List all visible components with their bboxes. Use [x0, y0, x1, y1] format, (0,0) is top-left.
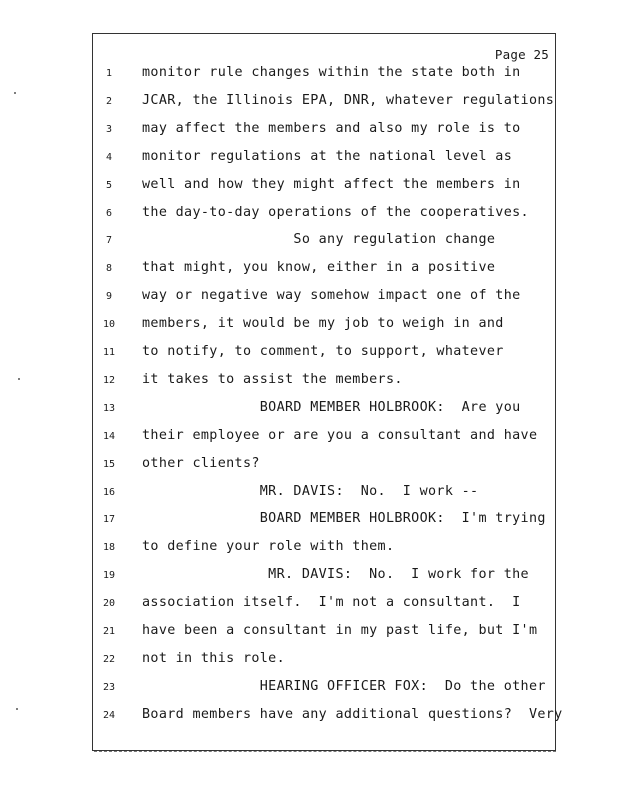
- line-number: 12: [102, 374, 116, 386]
- transcript-line: [93, 93, 555, 113]
- line-text: well and how they might affect the members in: [142, 176, 521, 192]
- line-text: to define your role with them.: [142, 539, 395, 555]
- line-number: 20: [102, 598, 116, 610]
- line-text: So any regulation change: [142, 232, 496, 248]
- transcript-line: [93, 121, 555, 141]
- line-number: 17: [102, 514, 116, 526]
- transcript-line: [93, 567, 555, 587]
- line-text: BOARD MEMBER HOLBROOK: Are you: [142, 399, 521, 415]
- transcript-line: [93, 205, 555, 225]
- transcript-line: [93, 316, 555, 336]
- line-text: JCAR, the Illinois EPA, DNR, whatever regulations: [142, 92, 555, 108]
- transcript-line: [93, 232, 555, 252]
- line-text: Board members have any additional questions? Very: [142, 706, 563, 722]
- line-number: 9: [105, 291, 113, 303]
- line-number: 1: [105, 68, 113, 79]
- transcript-line: [93, 484, 555, 504]
- transcript-line: [93, 288, 555, 308]
- line-text: not in this role.: [142, 650, 286, 666]
- line-number: 24: [102, 709, 116, 721]
- line-text: have been a consultant in my past life, but I'm: [142, 623, 538, 638]
- transcript-line: [93, 344, 555, 364]
- line-text: monitor rule changes within the state both in: [142, 65, 521, 80]
- transcript-line: [93, 539, 555, 559]
- transcript-line: [93, 623, 555, 643]
- line-number: 7: [105, 235, 113, 247]
- line-text: their employee or are you a consultant and have: [142, 427, 538, 443]
- line-text: HEARING OFFICER FOX: Do the other: [142, 678, 546, 694]
- line-number: 11: [102, 347, 116, 358]
- line-number: 6: [105, 207, 113, 219]
- line-number: 15: [102, 458, 116, 470]
- line-number: 14: [102, 430, 116, 442]
- scan-speck: [14, 92, 16, 94]
- line-number: 22: [102, 653, 116, 665]
- line-number: 8: [105, 263, 113, 275]
- line-number: 23: [102, 681, 116, 693]
- line-text: may affect the members and also my role is to: [142, 120, 521, 136]
- line-text: monitor regulations at the national level as: [142, 148, 513, 164]
- line-text: members, it would be my job to weigh in and: [142, 316, 504, 332]
- line-number: 19: [102, 570, 116, 582]
- transcript-line: [93, 260, 555, 280]
- scan-speck: [18, 378, 20, 380]
- line-number: 16: [102, 486, 116, 498]
- transcript-line: [93, 456, 555, 476]
- transcript-line: [93, 511, 555, 531]
- line-text: MR. DAVIS: No. I work for the: [142, 567, 529, 583]
- line-text: to notify, to comment, to support, whatever: [142, 344, 504, 359]
- line-number: 2: [105, 95, 113, 107]
- transcript-line: [93, 177, 555, 197]
- transcript-page: [92, 33, 563, 751]
- line-number: 4: [105, 151, 113, 163]
- line-text: other clients?: [142, 455, 260, 471]
- line-number: 10: [102, 319, 116, 331]
- page-number: Page 25: [494, 47, 549, 62]
- line-number: 18: [102, 542, 116, 554]
- line-text: it takes to assist the members.: [142, 371, 403, 387]
- line-number: 3: [105, 123, 113, 135]
- page-edge-shadow: [94, 748, 556, 752]
- line-number: 21: [102, 626, 116, 637]
- line-text: association itself. I'm not a consultant. I: [142, 595, 521, 611]
- transcript-line: [93, 706, 563, 727]
- transcript-line: [93, 428, 555, 448]
- line-number: 13: [102, 402, 116, 414]
- transcript-line: [93, 149, 555, 169]
- transcript-line: [93, 400, 555, 420]
- transcript-line: [93, 651, 555, 671]
- line-text: the day-to-day operations of the cooperatives.: [142, 204, 529, 220]
- transcript-line: [93, 65, 555, 85]
- line-number: 5: [105, 179, 113, 191]
- transcript-line: [93, 595, 555, 615]
- transcript-line: [93, 372, 555, 392]
- transcript-line: [93, 679, 555, 699]
- line-text: BOARD MEMBER HOLBROOK: I'm trying: [142, 511, 546, 527]
- line-text: way or negative way somehow impact one of the: [142, 288, 521, 304]
- line-text: MR. DAVIS: No. I work --: [142, 483, 479, 499]
- line-text: that might, you know, either in a positive: [142, 260, 496, 276]
- scan-speck: [16, 708, 18, 710]
